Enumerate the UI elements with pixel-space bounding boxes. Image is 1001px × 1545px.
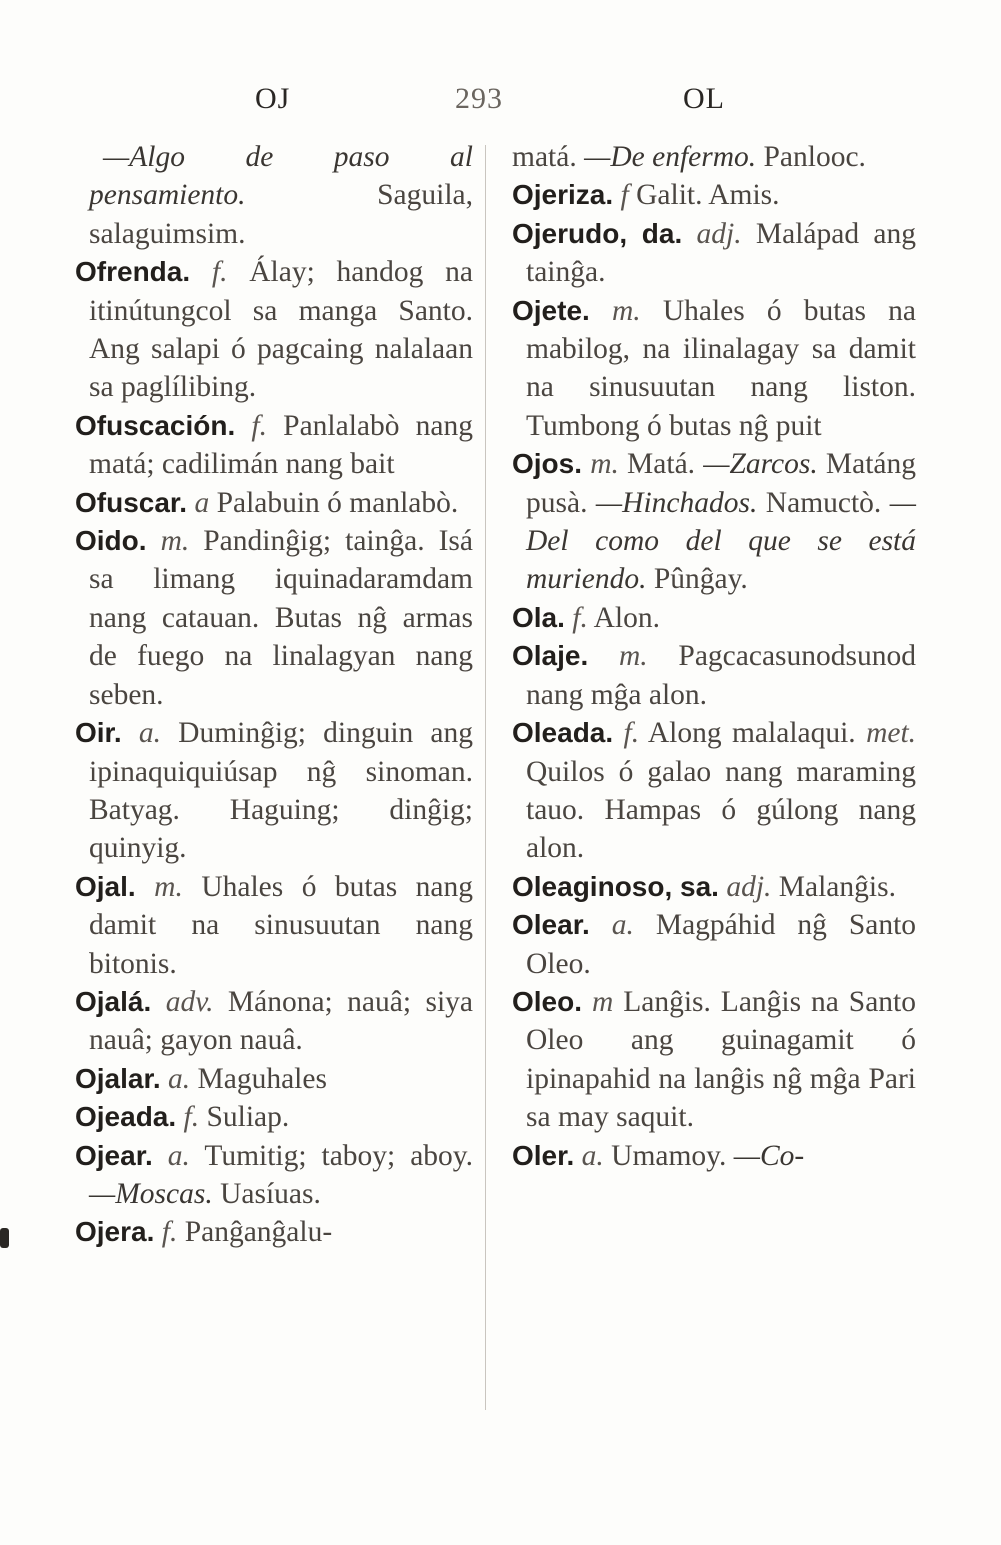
entry-grammar: a. [138,717,161,750]
entry-headword: Ojalar. [75,1062,161,1094]
entry-headword: Ojal. [75,870,136,902]
entry-continuation [512,138,916,176]
entry-headword: Oler. [512,1139,575,1171]
entry-definition: Lanĝis. Lanĝis na Santo Oleo ang guinagamit ó ipinapahid na lanĝis nĝ mĝa Pari sa may saquit. [526,985,916,1134]
entry-headword: Ola. [512,601,565,633]
header-left-guide-word: OJ [255,82,291,115]
entry-grammar: m. [611,294,641,327]
entry-definition: Panĝanĝalu- [184,1216,333,1249]
entry-grammar: adj. [726,870,772,903]
entry-definition: Pandinĝig; tainĝa. Isá sa limang iquinadaramdam nang catauan. Butas nĝ armas de fuego na linalagyan nang seben. [89,525,473,711]
entry-phrase: —Hinchados. [595,486,758,519]
dictionary-entry [512,868,916,906]
entry-definition: Matá. [627,448,696,481]
dictionary-entry [512,445,916,599]
entry-phrase: —Moscas. [89,1177,213,1210]
entry-phrase: —Del como del que se está muriendo. [526,486,916,596]
entry-headword: Ojete. [512,294,590,326]
entry-headword: Oleo. [512,985,583,1017]
entry-definition: Mánona; nauâ; siya nauâ; gayon nauâ. [89,985,473,1057]
entry-grammar: met. [866,717,917,750]
entry-grammar: a [194,486,210,519]
entry-headword: Oir. [75,717,122,749]
entry-grammar: a. [168,1062,191,1095]
page-header [0,82,1001,132]
entry-grammar: f. [211,256,228,289]
dictionary-entry [512,714,916,868]
entry-headword: Ojera. [75,1216,155,1248]
entry-headword: Ojerudo, da. [512,217,683,249]
entry-grammar: m [591,985,614,1018]
dictionary-entry [75,1098,473,1136]
dictionary-entry [75,1060,473,1098]
entry-continuation [75,138,473,253]
dictionary-entry [75,407,473,484]
entry-grammar: f. [183,1101,200,1134]
entry-definition: Panlalabò nang matá; cadilimán nang bait [89,409,473,481]
entry-grammar: f. [623,717,640,750]
dictionary-entry [512,637,916,714]
dictionary-entry [512,292,916,446]
entry-headword: Ojeriza. [512,179,614,211]
entry-phrase: —De enfermo. [584,141,757,173]
entry-headword: Ofuscar. [75,486,188,518]
entry-definition: Saguila, salaguimsim. [89,179,473,250]
dictionary-entry [512,215,916,292]
header-right-guide-word: OL [683,82,725,115]
entry-definition: matá. [512,141,577,173]
entry-phrase: —Zarcos. [703,448,818,481]
entry-definition: Alon. [593,601,660,634]
entry-headword: Ojear. [75,1139,153,1171]
entry-grammar: f. [251,409,267,442]
column-divider [485,145,486,1410]
entry-grammar: a. [611,909,634,942]
entry-definition: Namuctò. [765,486,882,519]
dictionary-entry [75,522,473,714]
dictionary-entry [75,1137,473,1214]
entry-grammar: m. [619,640,648,673]
dictionary-entry [75,714,473,868]
entry-grammar: a. [167,1139,190,1172]
entry-grammar: f. [572,601,588,634]
dictionary-entry [75,484,473,522]
margin-mark [0,1228,9,1248]
entry-definition: Maguhales [197,1062,327,1095]
left-column [75,138,473,1252]
entry-phrase: —Algo de paso al pensamiento. [89,141,473,212]
entry-headword: Ofuscación. [75,409,236,441]
dictionary-entry [75,983,473,1060]
entry-definition: Álay; handog na itinútungcol sa manga Santo. Ang salapi ó pagcaing nalalaan sa paglílibing. [89,256,473,404]
entry-definition: Galit. Amis. [636,179,780,212]
entry-definition: Quilos ó galao nang maraming tauo. Hampas ó gúlong nang alon. [526,755,916,865]
entry-definition: Palabuin ó manlabò. [216,486,459,519]
entry-headword: Oleada. [512,717,614,749]
entry-headword: Ojos. [512,448,583,480]
entry-grammar: f. [161,1216,178,1249]
entry-headword: Ofrenda. [75,256,191,288]
dictionary-entry [75,868,473,983]
entry-phrase: —Co- [733,1139,805,1172]
dictionary-entry [512,1137,916,1175]
dictionary-entry [512,176,916,214]
entry-definition: Uhales ó butas nang damit na sinusuutan nang bitonis. [89,870,474,980]
entry-definition: Pûnĝay. [653,563,748,596]
entry-headword: Olear. [512,909,590,941]
page-number: 293 [455,82,503,115]
entry-definition: Duminĝig; dinguin ang ipinaquiquiúsap nĝ sinoman. Batyag. Haguing; dinĝig; quinyig. [89,717,474,865]
dictionary-entry [512,906,916,983]
dictionary-entry [512,983,916,1137]
entry-definition: Uasíuas. [220,1177,321,1210]
dictionary-entry [512,599,916,637]
entry-definition: Pagcacasunodsunod nang mĝa alon. [526,640,917,711]
entry-definition: Malápad ang tainĝa. [526,217,916,289]
entry-grammar: adv. [165,985,214,1018]
entry-definition: Magpáhid nĝ Santo Oleo. [526,909,917,980]
entry-grammar: adj. [696,217,742,250]
entry-headword: Ojeada. [75,1101,177,1133]
entry-definition: Suliap. [206,1101,290,1134]
entry-definition: Panlooc. [763,141,866,173]
dictionary-entry [75,1213,473,1251]
entry-headword: Olaje. [512,640,589,672]
entry-grammar: m. [590,448,619,481]
entry-definition: Tumitig; taboy; aboy. [204,1139,473,1172]
entry-definition: Uhales ó butas na mabilog, na ilinalagay sa damit na sinusuutan nang liston. Tumbong ó butas nĝ puit [526,294,917,442]
entry-grammar: m. [160,525,190,558]
entry-definition: Malanĝis. [778,870,896,903]
entry-definition: Along malalaqui. [647,717,856,750]
entry-headword: Oido. [75,525,147,557]
right-column [512,138,916,1175]
dictionary-entry [75,253,473,407]
entry-headword: Oleaginoso, sa. [512,870,719,902]
entry-headword: Ojalá. [75,985,152,1017]
entry-grammar: m. [154,870,183,903]
entry-grammar: f [620,179,629,212]
entry-definition: Matáng pusà. [526,448,916,519]
entry-grammar: a. [581,1139,604,1172]
entry-definition: Umamoy. [611,1139,727,1172]
